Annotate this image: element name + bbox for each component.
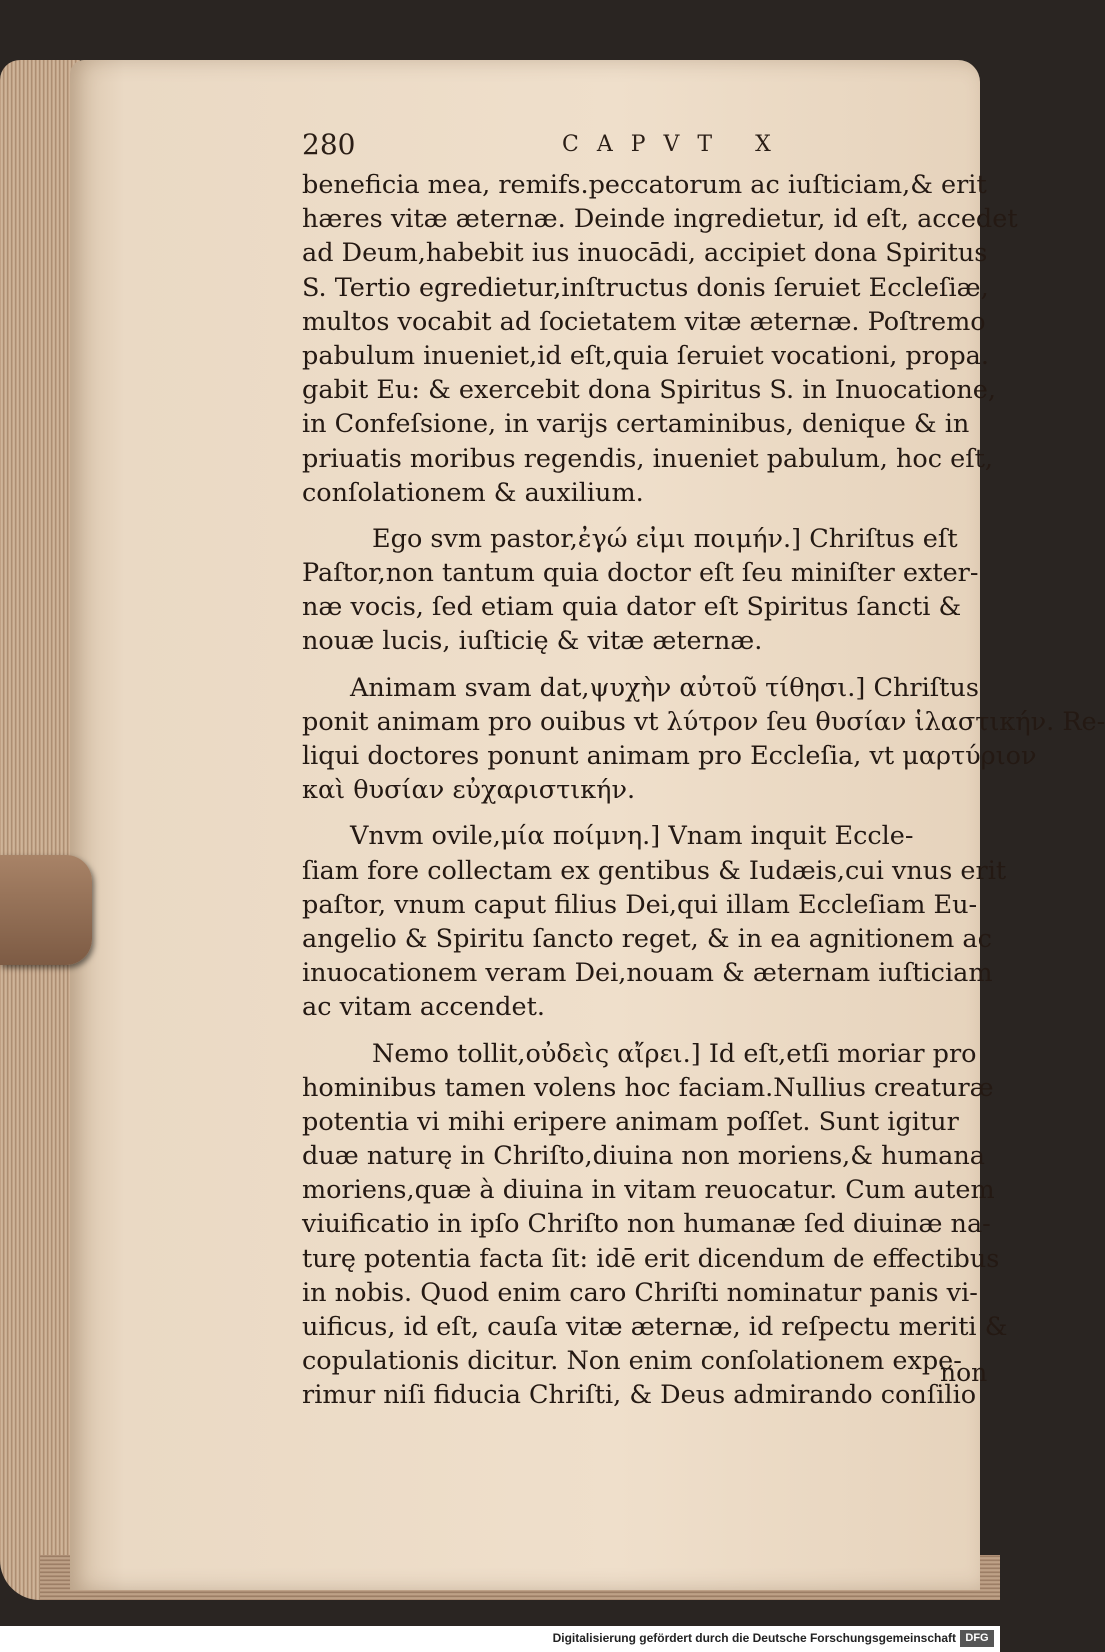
- section-heading-line: Ego svm pastor,ἐγώ εἰμι ποιμήν.] Chriſtus eſt: [372, 523, 958, 554]
- page-header: [302, 128, 962, 162]
- text-line: S. Tertio egredietur,inſtructus donis ſeruiet Eccleſiæ,: [302, 272, 989, 303]
- footer-credit: Digitalisierung gefördert durch die Deutsche Forschungsgemeinschaft: [552, 1631, 956, 1645]
- text-line: næ vocis, ſed etiam quia dator eſt Spiritus ſancti &: [302, 592, 962, 623]
- text-line: hominibus tamen volens hoc faciam.Nullius creaturæ: [302, 1072, 994, 1103]
- text-line: multos vocabit ad ſocietatem vitæ æternæ. Poſtremo: [302, 306, 986, 337]
- text-line: liqui doctores ponunt animam pro Eccleſia, vt μαρτύριον: [302, 741, 1037, 771]
- text-line: nouæ lucis, iuſticię & vitæ æternæ.: [302, 626, 763, 657]
- text-line: duæ naturę in Chriſto,diuina non moriens,& humana: [302, 1141, 985, 1172]
- text-line: in Confeſsione, in varijs certaminibus, denique & in: [302, 409, 970, 440]
- text-line: ac vitam accendet.: [302, 992, 545, 1023]
- section-heading-line: Vnvm ovile,μία ποίμνη.] Vnam inquit Eccle-: [350, 821, 914, 852]
- running-head: CAPVT X: [562, 132, 789, 157]
- text-line: inuocationem veram Dei,nouam & æternam iuſticiam: [302, 958, 993, 989]
- section-heading-line: Nemo tollit,οὐδεὶς αἴρει.] Id eſt,etſi moriar pro: [372, 1038, 977, 1069]
- text-line: copulationis dicitur. Non enim conſolationem expe-: [302, 1346, 962, 1377]
- book-page-edges: [0, 60, 80, 1600]
- section-heading-line: Animam svam dat,ψυχὴν αὐτοῦ τίθησι.] Chriſtus: [350, 672, 979, 703]
- text-line: gabit Eu: & exercebit dona Spiritus S. in Inuocatione,: [302, 375, 997, 406]
- text-line: turę potentia facta ſit: idē erit dicendum de effectibus: [302, 1243, 1000, 1274]
- text-line: Paſtor,non tantum quia doctor eſt ſeu miniſter exter-: [302, 558, 979, 589]
- page-number: 280: [302, 128, 356, 161]
- text-line: ponit animam pro ouibus vt λύτρον ſeu θυσίαν ἱλαστικήν. Re-: [302, 706, 1105, 737]
- body-text: [302, 168, 1105, 1413]
- text-line: conſolationem & auxilium.: [302, 477, 644, 508]
- text-line: viuificatio in ipſo Chriſto non humanæ ſed diuinæ na-: [302, 1209, 991, 1240]
- text-line: καὶ θυσίαν εὐχαριστικήν.: [302, 775, 636, 806]
- text-line: paſtor, vnum caput filius Dei,qui illam Eccleſiam Eu-: [302, 889, 978, 920]
- text-line: angelio & Spiritu ſancto reget, & in ea agnitionem ac: [302, 923, 992, 954]
- text-line: potentia vi mihi eripere animam poſſet. Sunt igitur: [302, 1106, 959, 1137]
- text-line: uificus, id eſt, cauſa vitæ æternæ, id reſpectu meriti &: [302, 1312, 1008, 1342]
- catchword: non: [940, 1358, 988, 1387]
- text-line: moriens,quæ à diuina in vitam reuocatur. Cum autem: [302, 1175, 995, 1206]
- text-line: priuatis moribus regendis, inueniet pabulum, hoc eſt,: [302, 443, 994, 474]
- text-line: in nobis. Quod enim caro Chriſti nominatur panis vi-: [302, 1277, 978, 1308]
- text-line: rimur niſi fiducia Chriſti, & Deus admirando conſilio: [302, 1380, 977, 1411]
- text-line: beneficia mea, remifs.peccatorum ac iuſticiam,& erit: [302, 170, 987, 200]
- text-line: pabulum inueniet,id eſt,quia ſeruiet vocationi, propa.: [302, 340, 989, 371]
- page-clip: [0, 855, 92, 965]
- dfg-logo: DFG: [960, 1630, 994, 1647]
- text-line: ſiam fore collectam ex gentibus & Iudæis,cui vnus erit: [302, 855, 1007, 886]
- text-line: ad Deum,habebit ius inuocādi, accipiet dona Spiritus: [302, 238, 988, 269]
- digitization-footer: [0, 1626, 1000, 1652]
- text-line: hæres vitæ æternæ. Deinde ingredietur, id eſt, accedet: [302, 204, 1018, 235]
